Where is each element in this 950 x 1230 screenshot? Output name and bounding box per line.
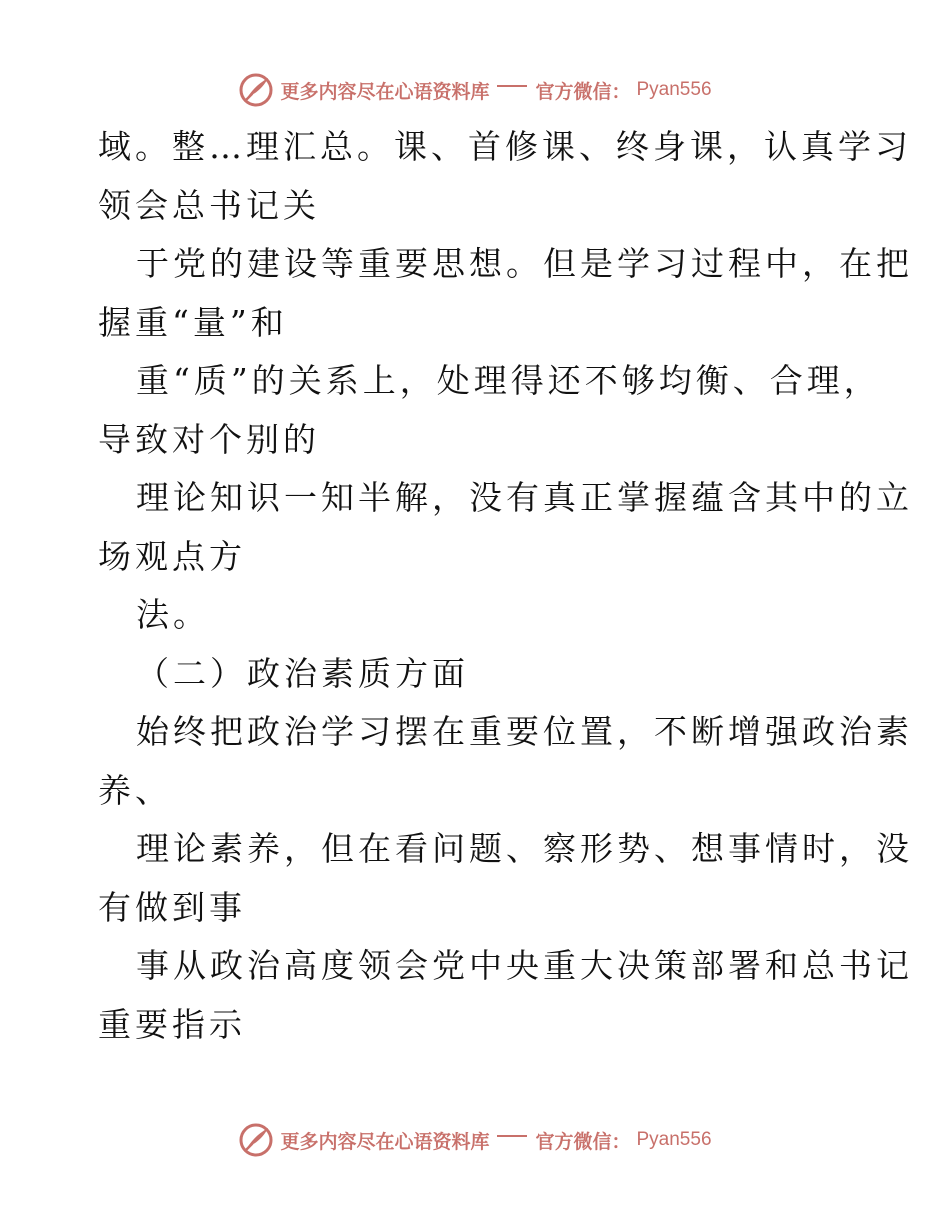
watermark-dash <box>497 85 527 87</box>
body-line: 握重“量”和 <box>98 302 288 342</box>
watermark-wechat-id: Pyan556 <box>636 79 712 100</box>
header-watermark <box>0 70 950 110</box>
watermark-main-text: 更多内容尽在心语资料库 <box>280 1130 490 1153</box>
body-line: 有做到事 <box>98 887 246 927</box>
document-body <box>98 118 913 1054</box>
body-line: 重要指示 <box>98 1004 246 1044</box>
body-line: 事从政治高度领会党中央重大决策部署和总书记 <box>136 946 913 985</box>
body-line: 域。整…理汇总。课、首修课、终身课，认真学习 <box>98 127 912 166</box>
watermark-main-text: 更多内容尽在心语资料库 <box>280 80 490 103</box>
body-line: 导致对个别的 <box>98 419 320 459</box>
feather-pen-logo-icon <box>238 72 274 108</box>
watermark-dash <box>497 1135 527 1137</box>
body-line: 场观点方 <box>98 536 246 576</box>
body-line: 重“质”的关系上，处理得还不够均衡、合理， <box>136 361 881 400</box>
body-line: 养、 <box>98 770 172 810</box>
feather-pen-logo-icon <box>238 1122 274 1158</box>
body-line: 于党的建设等重要思想。但是学习过程中，在把 <box>136 244 913 283</box>
watermark-official-label: 官方微信： <box>535 1130 631 1153</box>
body-line: 始终把政治学习摆在重要位置，不断增强政治素 <box>136 712 913 751</box>
section-heading: （二）政治素质方面 <box>136 653 469 693</box>
watermark-official-label: 官方微信： <box>535 80 631 103</box>
footer-watermark <box>0 1120 950 1160</box>
body-line: 领会总书记关 <box>98 185 320 225</box>
body-line: 法。 <box>136 595 210 634</box>
body-line: 理论素养，但在看问题、察形势、想事情时，没 <box>136 829 913 868</box>
body-line: 理论知识一知半解，没有真正掌握蕴含其中的立 <box>136 478 913 517</box>
watermark-wechat-id: Pyan556 <box>636 1129 712 1150</box>
